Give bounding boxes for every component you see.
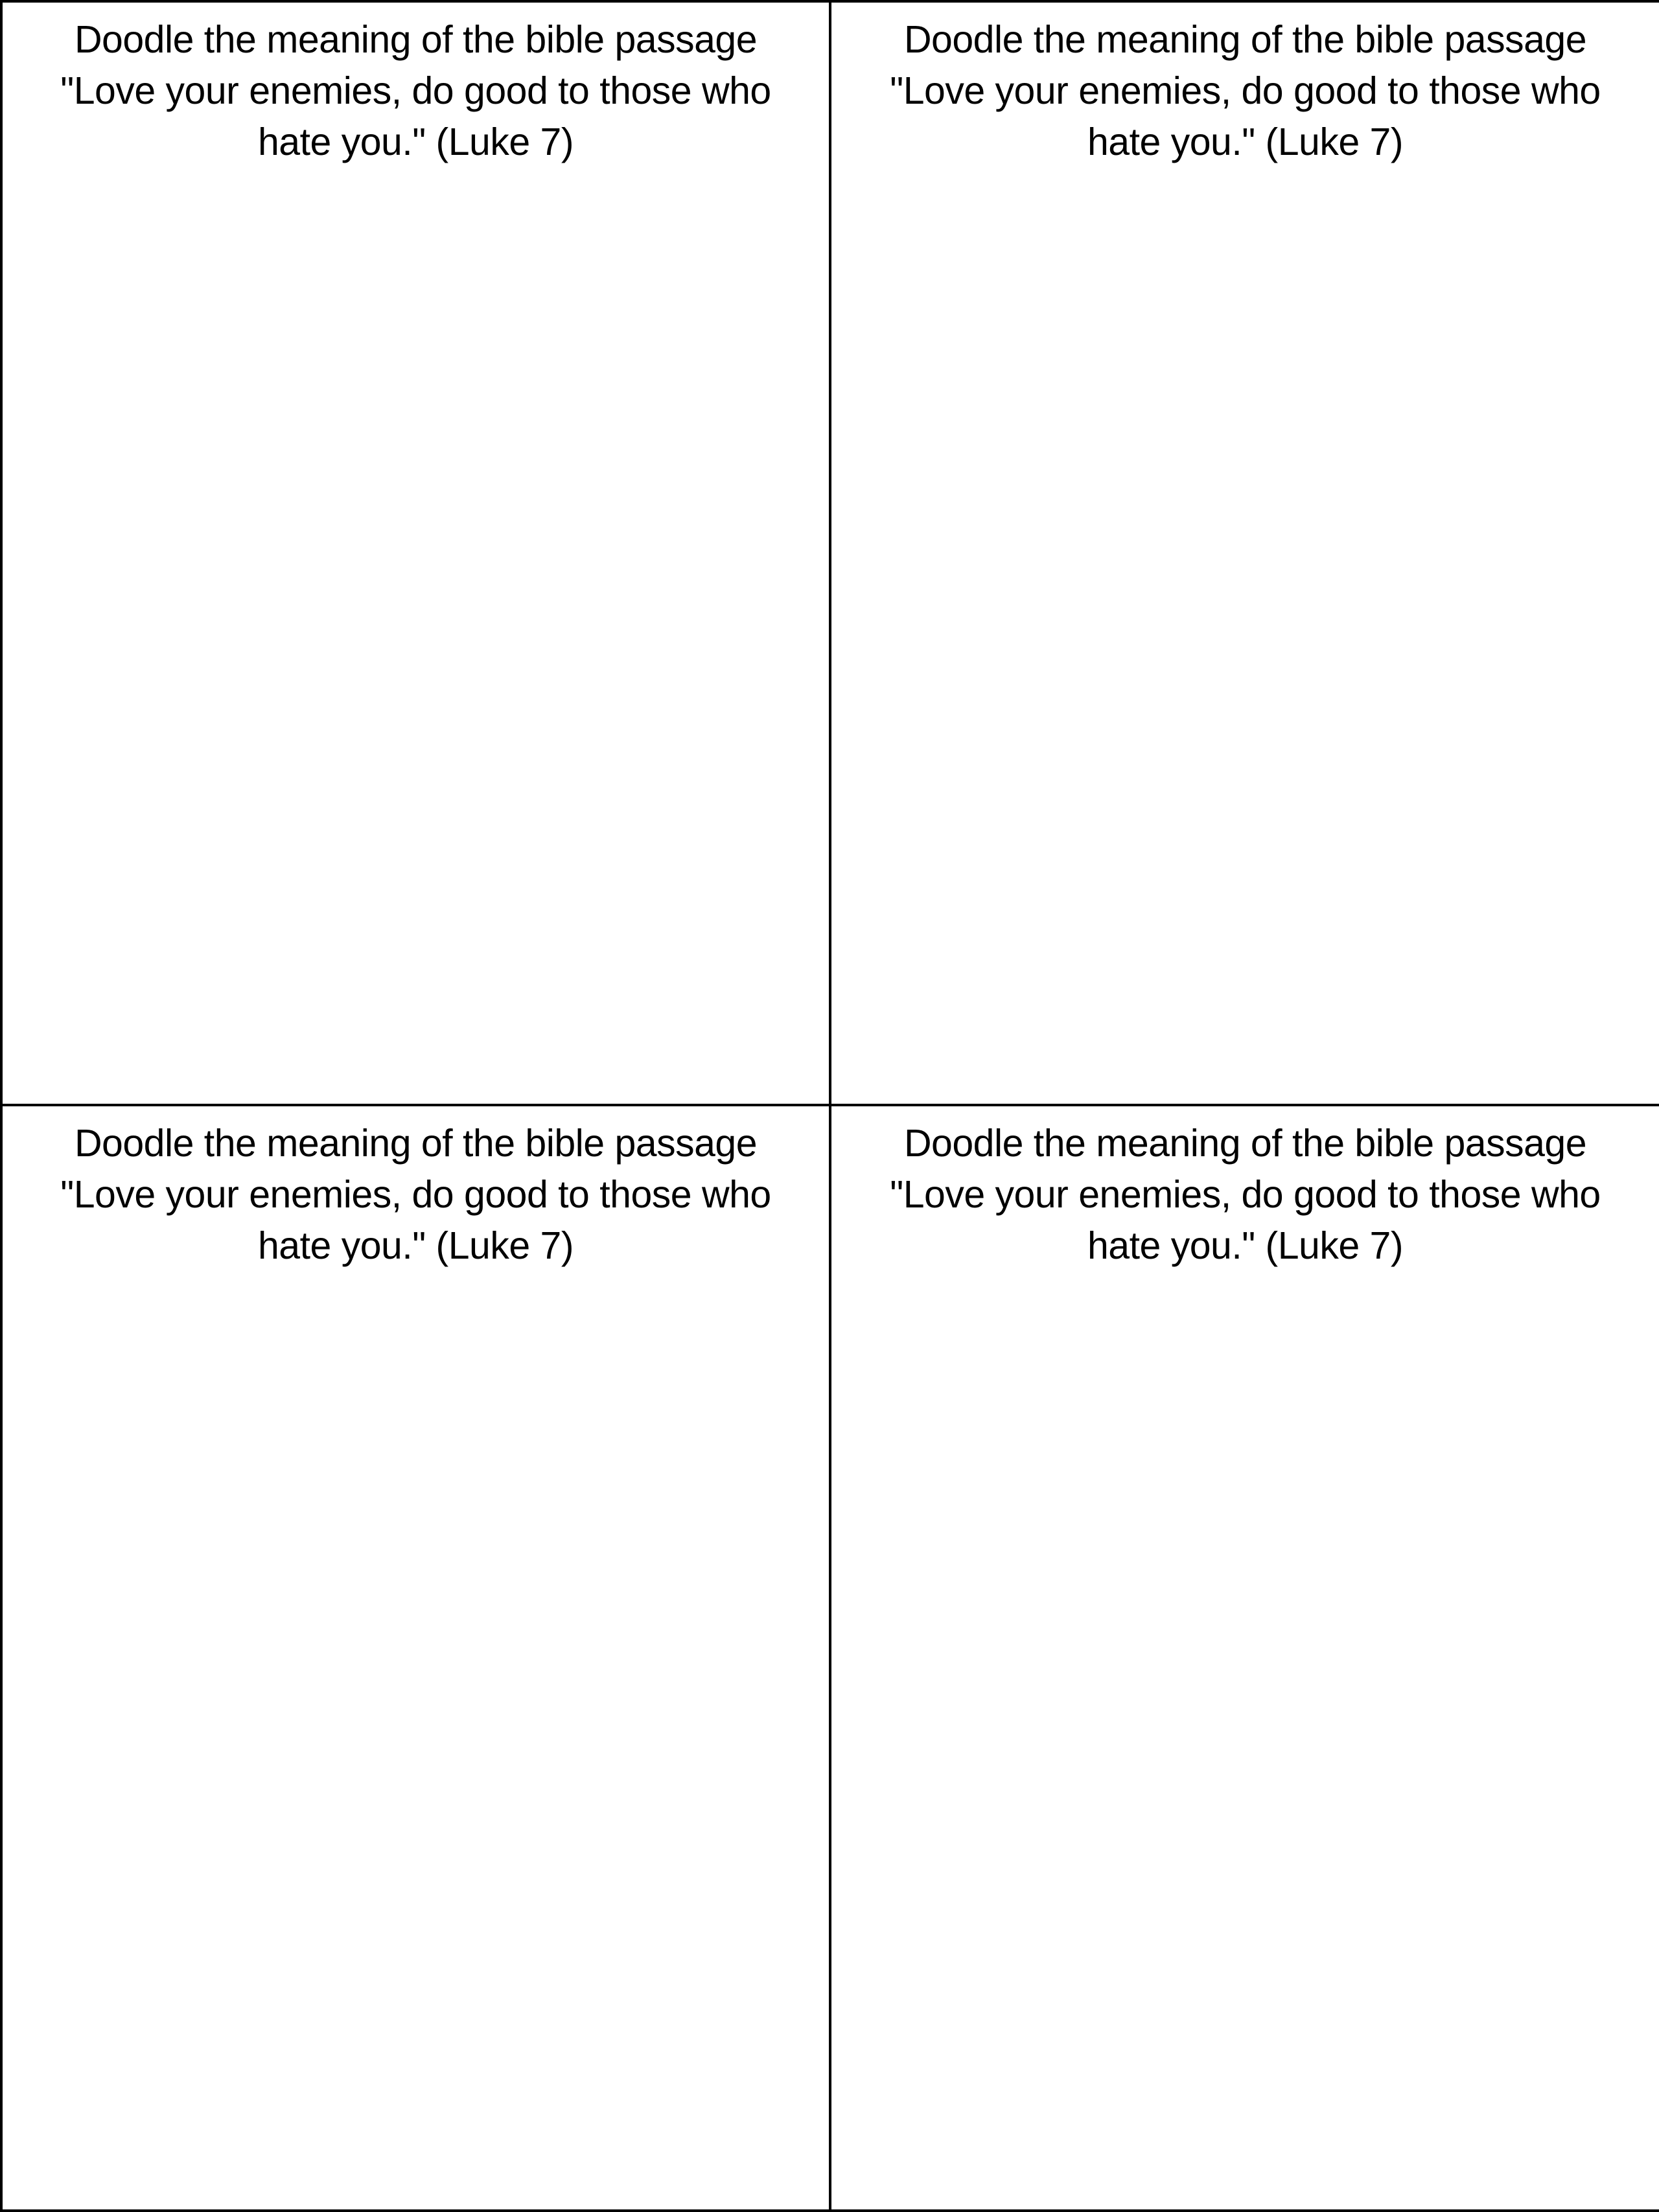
doodle-panel-top-right bbox=[831, 3, 1659, 1106]
prompt-line: Doodle the meaning of the bible passage bbox=[74, 1122, 758, 1165]
prompt-line: "Love your enemies, do good to those who bbox=[890, 69, 1601, 112]
prompt-line: hate you." (Luke 7) bbox=[1087, 121, 1404, 163]
doodle-panel-bottom-right bbox=[831, 1106, 1659, 2209]
drawing-area[interactable] bbox=[3, 1281, 829, 2209]
panel-prompt bbox=[831, 1106, 1659, 1272]
prompt-line: "Love your enemies, do good to those who bbox=[60, 69, 771, 112]
prompt-line: "Love your enemies, do good to those who bbox=[890, 1173, 1601, 1216]
prompt-line: hate you." (Luke 7) bbox=[257, 121, 574, 163]
prompt-line: "Love your enemies, do good to those who bbox=[60, 1173, 771, 1216]
prompt-line: hate you." (Luke 7) bbox=[257, 1224, 574, 1267]
drawing-area[interactable] bbox=[831, 1281, 1659, 2209]
drawing-area[interactable] bbox=[831, 178, 1659, 1104]
prompt-line: Doodle the meaning of the bible passage bbox=[903, 1122, 1587, 1165]
prompt-line: hate you." (Luke 7) bbox=[1087, 1224, 1404, 1267]
panel-prompt bbox=[831, 3, 1659, 168]
panel-prompt bbox=[3, 1106, 829, 1272]
panel-prompt bbox=[3, 3, 829, 168]
doodle-panel-bottom-left bbox=[3, 1106, 831, 2209]
prompt-line: Doodle the meaning of the bible passage bbox=[74, 18, 758, 61]
doodle-panel-top-left bbox=[3, 3, 831, 1106]
drawing-area[interactable] bbox=[3, 178, 829, 1104]
prompt-line: Doodle the meaning of the bible passage bbox=[903, 18, 1587, 61]
